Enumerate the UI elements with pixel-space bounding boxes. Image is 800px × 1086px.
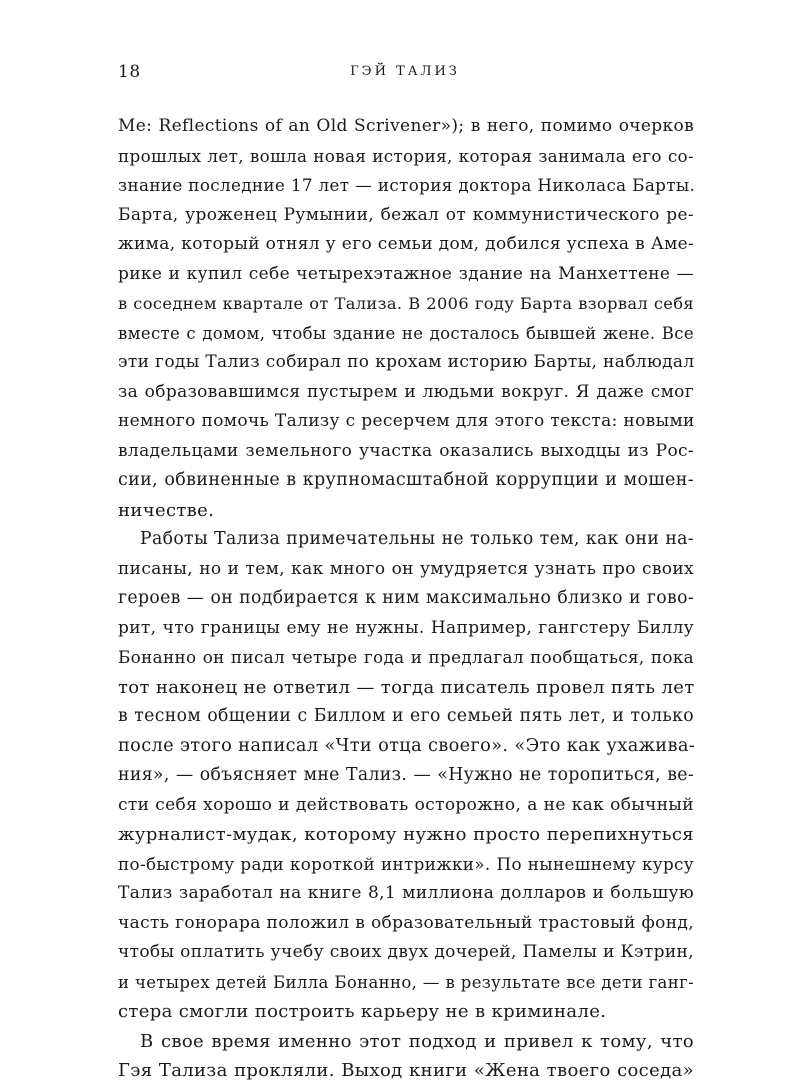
text-line: тот наконец не ответил — тогда писатель провел пять лет xyxy=(118,676,695,698)
text-line: после этого написал «Чти отца своего». «Это как ухажива- xyxy=(118,735,696,756)
text-line: Работы Тализа примечательны не только тем, как они на- xyxy=(140,529,694,549)
running-head xyxy=(118,62,692,86)
text-line: вместе с домом, чтобы здание не досталось бывшей жене. Все xyxy=(118,323,694,343)
paragraph xyxy=(118,525,694,1027)
text-line: жима, который отнял у его семьи дом, добился успеха в Аме- xyxy=(118,234,695,254)
text-line: рит, что границы ему не нужны. Например, гангстеру Биллу xyxy=(118,617,694,638)
text-line: героев — он подбирается к ним максимально близко и гово- xyxy=(118,588,694,608)
page-number: 18 xyxy=(118,62,141,82)
text-line: прошлых лет, вошла новая история, которая занимала его со- xyxy=(118,145,694,166)
body-text xyxy=(118,112,694,1086)
text-line: стера смогли построить карьеру не в криминале. xyxy=(118,1001,607,1022)
text-line: знание последние 17 лет — история доктора Николаса Барты. xyxy=(118,175,696,195)
text-line: Тализ заработал на книге 8,1 миллиона долларов и большую xyxy=(118,883,694,903)
text-line: сии, обвиненные в крупномасштабной коррупции и мошен- xyxy=(118,470,694,490)
text-line: часть гонорара положил в образовательный трастовый фонд, xyxy=(118,912,694,933)
text-line: и четырех детей Билла Бонанно, — в результате все дети ганг- xyxy=(118,972,694,992)
text-line: В свое время именно этот подход и привел к тому, что xyxy=(140,1030,694,1052)
text-line: журналист-мудак, которому нужно просто перепихнуться xyxy=(118,824,694,845)
text-line: немного помочь Тализу с ресерчем для этого текста: новыми xyxy=(118,411,695,431)
text-line: рике и купил себе четырехэтажное здание на Манхеттене — xyxy=(118,263,694,284)
text-line: Гэя Тализа прокляли. Выход книги «Жена твоего соседа» xyxy=(118,1060,694,1081)
paragraph xyxy=(118,112,694,525)
text-line: ничестве. xyxy=(118,499,215,521)
paragraph xyxy=(118,1027,694,1086)
text-line: в соседнем квартале от Тализа. В 2006 году Барта взорвал себя xyxy=(118,294,694,313)
text-line: писаны, но и тем, как много он умудряется узнать про своих xyxy=(118,558,694,579)
running-title: ГЭЙ ТАЛИЗ xyxy=(350,64,460,79)
text-line: по-быстрому ради короткой интрижки». По нынешнему курсу xyxy=(118,853,694,874)
text-line: чтобы оплатить учебу своих двух дочерей, Памелы и Кэтрин, xyxy=(118,942,694,962)
text-line: Бонанно он писал четыре года и предлагал пообщаться, пока xyxy=(118,647,694,667)
text-line: в тесном общении с Биллом и его семьей пять лет, и только xyxy=(118,706,694,726)
text-line: эти годы Тализ собирал по крохам историю Барты, наблюдал xyxy=(118,352,695,372)
text-line: владельцами земельного участка оказались выходцы из Рос- xyxy=(118,440,694,461)
text-line: за образовавшимся пустырем и людьми вокруг. Я даже смог xyxy=(118,381,694,402)
text-line: Барта, уроженец Румынии, бежал от коммунистического ре- xyxy=(118,204,694,225)
text-line: Me: Reflections of an Old Scrivener»); в него, помимо очерков xyxy=(118,116,694,136)
text-line: ния», — объясняет мне Тализ. — «Нужно не торопиться, ве- xyxy=(118,765,694,785)
text-line: сти себя хорошо и действовать осторожно, а не как обычный xyxy=(118,794,694,815)
